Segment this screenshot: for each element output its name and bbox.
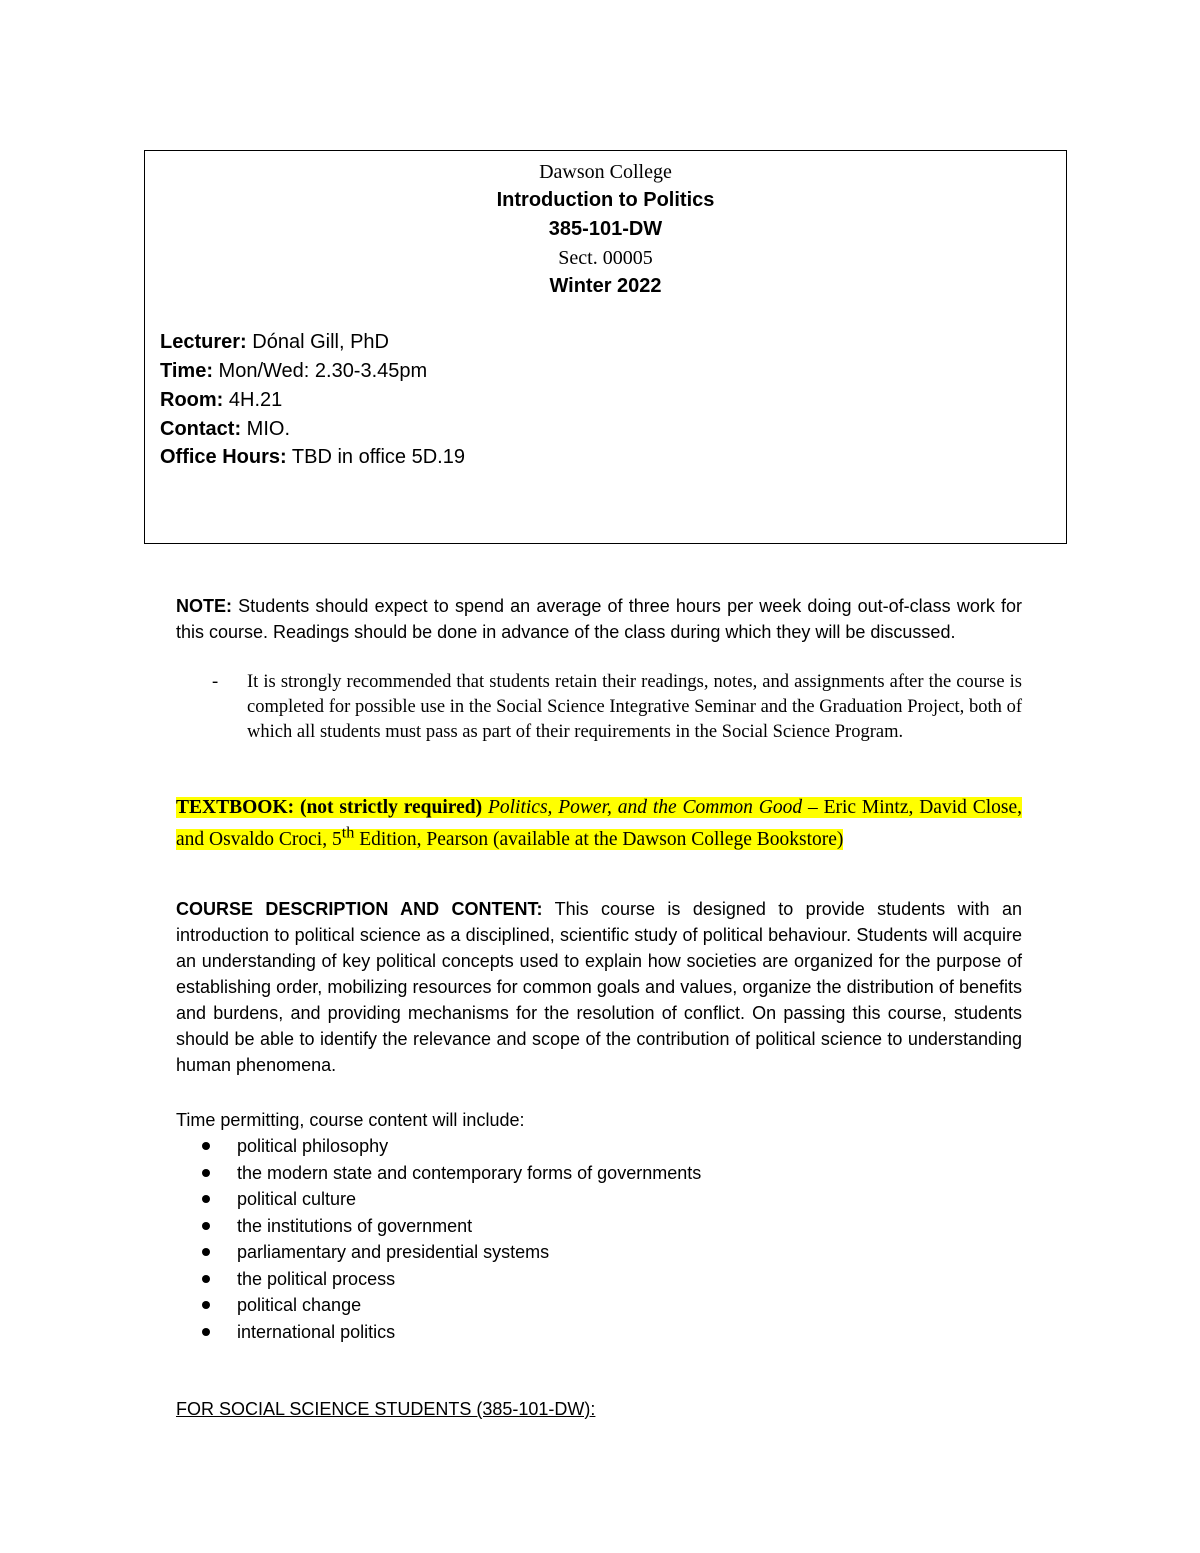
list-item: international politics [200,1319,701,1346]
social-science-heading: FOR SOCIAL SCIENCE STUDENTS (385-101-DW): [176,1399,596,1419]
office-hours-label: Office Hours: [160,446,287,468]
list-item: parliamentary and presidential systems [200,1239,701,1266]
bullet-icon [202,1275,210,1283]
textbook-paragraph [176,795,1022,852]
description-label: COURSE DESCRIPTION AND CONTENT: [176,899,543,919]
bullet-icon [202,1301,210,1309]
contact-line [160,418,290,441]
list-item: the modern state and contemporary forms of governments [200,1160,701,1187]
content-list [200,1133,701,1345]
contact-value: MIO. [246,418,291,440]
time-label: Time: [160,360,213,382]
time-line [160,360,427,383]
list-item: political change [200,1292,701,1319]
textbook-label: TEXTBOOK: [176,797,295,818]
course-term: Winter 2022 [549,275,662,297]
content-intro: Time permitting, course content will include: [176,1110,525,1130]
lecturer-line [160,331,389,354]
textbook-title: Politics, Power, and the Common Good [487,797,803,818]
course-code: 385-101-DW [548,218,663,240]
lecturer-label: Lecturer: [160,331,247,353]
bullet-icon [202,1195,210,1203]
textbook-publisher: Edition, Pearson (available at the Dawson College Bookstore) [359,828,844,850]
note-paragraph [176,593,1022,645]
textbook-edition-sup: th [341,823,355,841]
lecturer-value: Dónal Gill, PhD [252,331,389,353]
course-header-box [144,150,1067,544]
description-text: This course is designed to provide students with an introduction to political science as a disciplined, scientific study of political behaviour. Students will acquire an understanding of key political concepts used to explain how societies are organized for the purpose of establishing order, mobilizing resources for common goals and values, organize the distribution of benefits and burdens, and providing mechanisms for the resolution of conflict. On passing this course, students should be able to identify the relevance and scope of the contribution of political science to understanding human phenomena. [176,899,1022,1075]
course-section: Sect. 00005 [558,247,653,269]
bullet-icon [202,1248,210,1256]
room-label: Room: [160,389,224,411]
recommendation-text: It is strongly recommended that students retain their readings, notes, and assignments after the course is completed for possible use in the Social Science Integrative Seminar and the Graduation Project, both of which all students must pass as part of their requirements in the Social Science Program. [247,672,1022,742]
time-value: Mon/Wed: 2.30-3.45pm [218,360,428,382]
college-name: Dawson College [539,161,672,183]
list-item: political philosophy [200,1133,701,1160]
room-line [160,389,282,412]
list-item: the political process [200,1266,701,1293]
textbook-authors: – Eric Mintz, David Close, and Osvaldo Croci, 5 [176,797,1023,850]
description-paragraph [176,896,1022,1078]
bullet-icon [202,1169,210,1177]
office-hours-value: TBD in office 5D.19 [291,446,465,468]
office-hours-line [160,446,465,469]
room-value: 4H.21 [228,389,283,411]
list-item: the institutions of government [200,1213,701,1240]
bullet-icon [202,1142,210,1150]
note-text: Students should expect to spend an average of three hours per week doing out-of-class work for this course. Readings should be done in advance of the class during which they will be discussed. [176,596,1022,642]
contact-label: Contact: [160,418,242,440]
course-title: Introduction to Politics [496,189,715,211]
dash-marker: - [212,672,219,692]
bullet-icon [202,1328,210,1336]
textbook-qualifier: (not strictly required) [299,797,483,818]
list-item: political culture [200,1186,701,1213]
bullet-icon [202,1222,210,1230]
note-recommendation [212,670,1022,745]
note-label: NOTE: [176,596,232,616]
